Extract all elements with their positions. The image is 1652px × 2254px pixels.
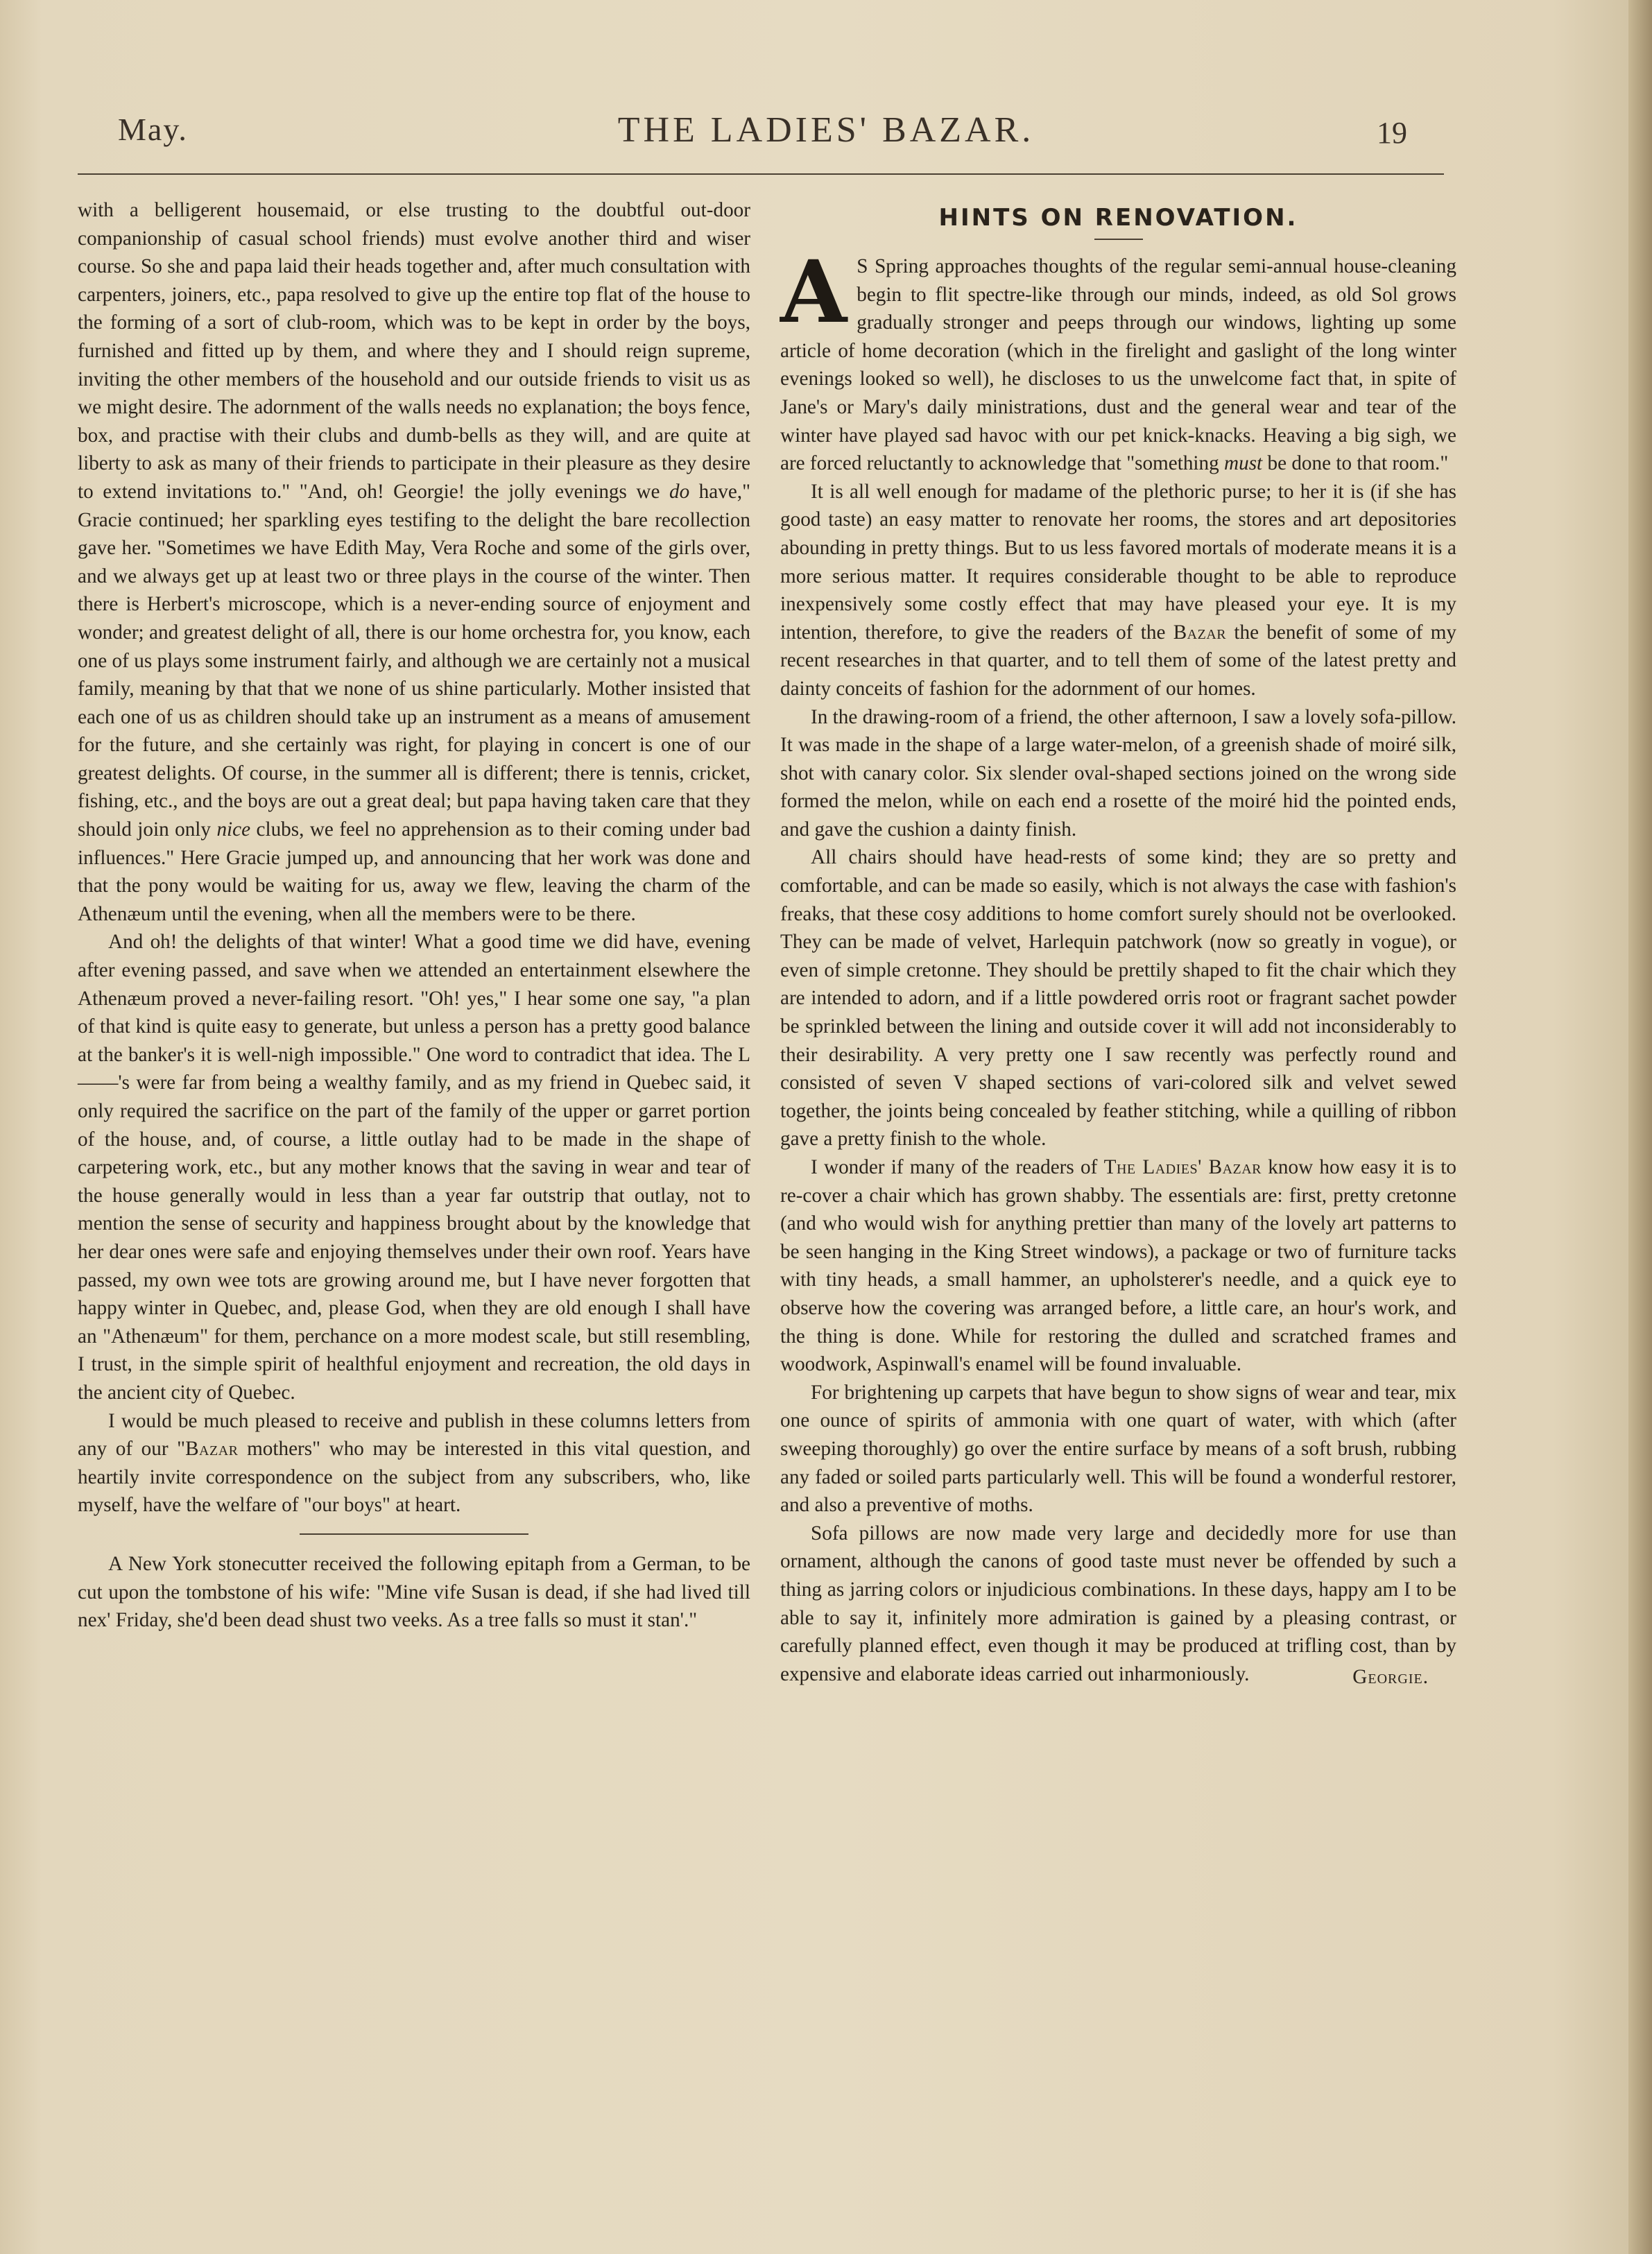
text-run: be done to that room." [1262,452,1449,475]
emphasis: nice [216,818,251,841]
text-run: I wonder if many of the readers of [811,1156,1104,1178]
small-caps-text: The Ladies' Bazar [1103,1156,1262,1178]
right-paragraph-7: Sofa pillows are now made very large and decidedly more for use than ornament, although the canons of good taste must never be offended by such a thing as jarring colors or injudicious combinations. In these days, happy am I to be able to say it, infinitely more admiration is gained by a pleasing contrast, or carefully planned effect, even though it may be produced at trifling cost, than by expensive and elaborate ideas carried out inharmoniously. [780,1522,1456,1685]
author-signature: Georgie. [1352,1666,1429,1689]
left-paragraph-1 [78,196,750,928]
text-run: S Spring approaches thoughts of the regular semi-annual house-cleaning begin to flit spectre-like through our minds, indeed, as old Sol grows gradually stronger and peeps through our windows, lighting up some article of home decoration (which in the firelight and gaslight of the long winter evenings looked so well), he discloses to us the unwelcome fact that, in spite of Jane's or Mary's daily ministrations, dust and the general wear and tear of the winter have played sad havoc with our pet knick-knacks. Heaving a big sigh, we are forced reluctantly to acknowledge that "something [780,255,1456,475]
header-rule [78,173,1444,175]
article-title: HINTS ON RENOVATION. [938,204,1298,232]
emphasis: must [1224,452,1263,475]
text-run: clubs, we feel no apprehension as to their coming under bad influences." Here Gracie jumped up, and announcing that her work was done and that the pony would be waiting for us, away we flew, leaving the charm of the Athenæum until the evening, when all the members were to be there. [78,818,750,925]
drop-cap: A [780,242,847,343]
title-rule [1094,239,1143,240]
text-run: mothers" who may be interested in this vital question, and heartily invite correspondence on the subject from any subscribers, who, like myself, have the welfare of "our boys" at heart. [78,1438,750,1517]
text-run: know how easy it is to re-cover a chair which has grown shabby. The essentials are: first, pretty cretonne (and who would wish for anything prettier than many of the lovely art patterns to be seen hanging in the King Street windows), a package or two of furniture tacks with tiny heads, a small hammer, an upholsterer's needle, and a quick eye to observe how the covering was arranged before, a little care, an hour's work, and the thing is done. While for restoring the dulled and scratched frames and woodwork, Aspinwall's enamel will be found invaluable. [780,1156,1457,1376]
header-month: May. [118,112,188,147]
page-edge [1628,0,1652,2254]
emphasis: do [669,480,690,503]
right-paragraph-3: In the drawing-room of a friend, the other afternoon, I saw a lovely sofa-pillow. It was made in the shape of a large water-melon, of a greenish shade of moiré silk, shot with canary color. Six slender oval-shaped sections joined on the wrong side formed the melon, while on each end a rosette of the moiré hid the pointed ends, and gave the cushion a dainty finish. [780,705,1456,841]
left-paragraph-3 [78,1407,750,1520]
right-column [780,203,1456,1692]
epitaph-paragraph: A New York stonecutter received the following epitaph from a German, to be cut upon the tombstone of his wife: "Mine vife Susan is dead, if she had lived till nex' Friday, she'd been dead shust two veeks. As a tree falls so must it stan'." [78,1552,750,1632]
header-title: THE LADIES' BAZAR. [617,110,1035,150]
small-caps-text: Bazar [185,1438,239,1461]
right-paragraph-6: For brightening up carpets that have begun to show signs of wear and tear, mix one ounce of spirits of ammonia with one quart of water, with which (after sweeping thoroughly) go over the entire surface by means of a soft brush, rubbing any faded or soiled parts particularly well. This will be found a wonderful restorer, and also a preventive of moths. [780,1381,1456,1517]
section-divider [300,1533,528,1535]
text-run: have," Gracie continued; her sparkling eyes testifing to the delight the bare recollection gave her. "Sometimes we have Edith May, Vera Roche and some of the girls over, and we always get up at least two or three plays in the course of the winter. Then there is Herbert's microscope, which is a never-ending source of enjoyment and wonder; and greatest delight of all, there is our home orchestra for, you know, each one of us plays some instrument fairly, and although we are certainly not a musical family, meaning by that that we none of us shine particularly. Mother insisted that each one of us as children should take up an instrument as a means of amusement for the future, and she certainly was right, for playing in concert is one of our greatest delights. Of course, in the summer all is different; there is tennis, cricket, fishing, etc., and the boys are out a great deal; but papa having taken care that they should join only [78,480,750,841]
right-paragraph-2 [780,478,1456,703]
text-run: the benefit of some of my recent researches in that quarter, and to tell them of some of the latest pretty and dainty conceits of fashion for the adornment of our homes. [780,621,1456,700]
right-paragraph-1 [780,242,1456,478]
right-paragraph-4: All chairs should have head-rests of some kind; they are so pretty and comfortable, and can be made so easily, which is not always the case with fashion's freaks, that these cosy additions to home comfort surely should not be overlooked. They can be made of velvet, Harlequin patchwork (now so greatly in vogue), or even of simple cretonne. They should be prettily shaped to fit the chair which they are intended to adorn, and if a little powdered orris root or fragrant sachet powder be sprinkled between the lining and outside cover it will add not inconsiderably to their desirability. A very pretty one I saw recently was perfectly round and consisted of seven V shaped sections of vari-colored silk and velvet sewed together, the joints being concealed by feather stitching, while a quilling of ribbon gave a pretty finish to the whole. [780,846,1456,1151]
text-run: with a belligerent housemaid, or else trusting to the doubtful out-door companionship of casual school friends) must evolve another third and wiser course. So she and papa laid their heads together and, after much consultation with carpenters, joiners, etc., papa resolved to give up the entire top flat of the house to the forming of a sort of club-room, which was to be kept in order by the boys, furnished and fitted up by them, and where they and I should reign supreme, inviting the other members of the household and our outside friends to visit us as we might desire. The adornment of the walls needs no explanation; the boys fence, box, and practise with their clubs and dumb-bells as they will, and are quite at liberty to ask as many of their friends to participate in their pleasure as they desire to extend invitations to." "And, oh! Georgie! the jolly evenings we [78,199,750,503]
text-run: It is all well enough for madame of the plethoric purse; to her it is (if she has good taste) an easy matter to renovate her rooms, the stores and art depositories abounding in pretty things. But to us less favored mortals of moderate means it is a more serious matter. It requires considerable thought to be able to reproduce inexpensively some costly effect that may have pleased your eye. It is my intention, therefore, to give the readers of the [780,480,1456,644]
small-caps-text: Bazar [1173,621,1227,644]
left-paragraph-2: And oh! the delights of that winter! What a good time we did have, evening after evening passed, and save when we attended an entertainment elsewhere the Athenæum proved a never-failing resort. "Oh! yes," I hear some one say, "a plan of that kind is quite easy to generate, but unless a person has a pretty good balance at the banker's it is well-nigh impossible." One word to contradict that idea. The L——'s were far from being a wealthy family, and as my friend in Quebec said, it only required the sacrifice on the part of the family of the upper or garret portion of the house, and, of course, a little outlay had to be made in the shape of carpetering work, etc., but any mother knows that the saving in wear and tear of the house generally would in less than a year far outstrip that outlay, not to mention the sense of security and happiness brought about by the knowledge that her dear ones were safe and enjoying themselves under their own roof. Years have passed, my own wee tots are growing around me, but I have never forgotten that happy winter in Quebec, and, please God, when they are old enough I shall have an "Athenæum" for them, perchance on a more modest scale, but still resembling, I trust, in the simple spirit of healthful enjoyment and recreation, the old days in the ancient city of Quebec. [78,931,750,1404]
right-paragraph-5 [780,1153,1456,1379]
page-number: 19 [1377,116,1407,150]
text-run: I would be much pleased to receive and publish in these columns letters from any of our " [78,1409,750,1461]
left-column [78,196,750,1635]
